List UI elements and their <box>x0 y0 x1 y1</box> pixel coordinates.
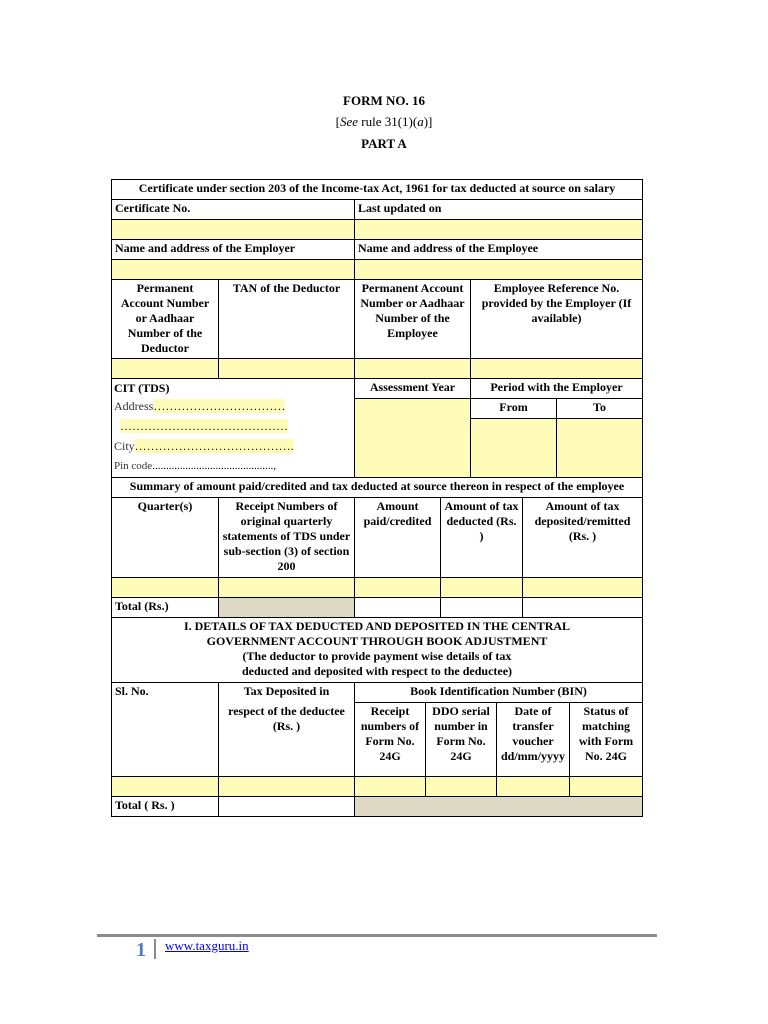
summary-total-deducted-field[interactable] <box>441 598 523 618</box>
part-title: PART A <box>361 136 407 151</box>
status-matching-field[interactable] <box>570 777 643 797</box>
rule-see: See <box>339 114 358 129</box>
date-transfer-field[interactable] <box>497 777 570 797</box>
part-a-table <box>111 179 643 478</box>
quarter-field[interactable] <box>112 578 219 598</box>
pin-dots[interactable]: ............................................, <box>152 460 276 472</box>
rule-close: )] <box>423 114 433 129</box>
tax-deposited-header: Tax Deposited in <box>219 683 355 703</box>
tan-deductor-field[interactable] <box>219 359 355 379</box>
pin-label: Pin code <box>114 460 153 472</box>
section-one-title-line3: (The deductor to provide payment wise details of tax <box>242 649 512 663</box>
pan-deductor-field[interactable] <box>112 359 219 379</box>
summary-title: Summary of amount paid/credited and tax deducted at source thereon in respect of the employee <box>112 478 643 498</box>
rule-reference <box>0 114 768 130</box>
assessment-year-field[interactable] <box>355 399 471 478</box>
city-dots[interactable]: …………………………………. <box>134 439 294 453</box>
rule-open: [ <box>335 114 340 129</box>
summary-total-receipt-cell <box>219 598 355 618</box>
section-one-title-line1: I. DETAILS OF TAX DEDUCTED AND DEPOSITED IN THE CENTRAL <box>183 619 571 633</box>
section-one-total-label: Total ( Rs. ) <box>112 797 219 817</box>
receipt-number-field[interactable] <box>219 578 355 598</box>
period-label: Period with the Employer <box>471 379 643 399</box>
pan-employee-field[interactable] <box>355 359 471 379</box>
employee-reference-field[interactable] <box>471 359 643 379</box>
status-matching-header: Status of matching with Form No. 24G <box>570 703 643 777</box>
page-number-divider <box>154 939 156 959</box>
address-line-2 <box>114 416 352 436</box>
date-transfer-header: Date of transfer voucher dd/mm/yyyy <box>497 703 570 777</box>
amount-deposited-field[interactable] <box>523 578 643 598</box>
to-field[interactable] <box>557 419 643 478</box>
receipt-numbers-header: Receipt Numbers of original quarterly statements of TDS under sub-section (3) of section 200 <box>219 498 355 578</box>
footer-link[interactable]: www.taxguru.in <box>165 938 249 953</box>
sl-no-header: Sl. No. <box>112 683 219 777</box>
quarters-header: Quarter(s) <box>112 498 219 578</box>
summary-table <box>111 477 643 618</box>
certificate-no-label: Certificate No. <box>112 200 355 220</box>
amount-deducted-header: Amount of tax deducted (Rs. ) <box>441 498 523 578</box>
bin-header: Book Identification Number (BIN) <box>355 683 643 703</box>
pin-line <box>114 456 352 476</box>
footer-divider <box>97 934 657 937</box>
receipt-24g-header: Receipt numbers of Form No. 24G <box>355 703 426 777</box>
receipt-24g-field[interactable] <box>355 777 426 797</box>
address-line <box>114 396 352 416</box>
certificate-no-field[interactable] <box>112 220 355 240</box>
amount-deducted-field[interactable] <box>441 578 523 598</box>
summary-total-paid-field[interactable] <box>355 598 441 618</box>
address-label: Address <box>114 399 154 413</box>
section-one-title-line4: deducted and deposited with respect to the deductee) <box>241 664 513 678</box>
city-label: City <box>114 439 135 453</box>
amount-deposited-header: Amount of tax deposited/remitted (Rs. ) <box>523 498 643 578</box>
address-dots[interactable]: …………………………… <box>153 399 286 413</box>
cit-tds-block <box>112 379 355 478</box>
employer-name-label: Name and address of the Employer <box>112 240 355 260</box>
employer-name-field[interactable] <box>112 260 355 280</box>
section-one-title <box>112 618 643 683</box>
to-label: To <box>557 399 643 419</box>
from-field[interactable] <box>471 419 557 478</box>
summary-total-label: Total (Rs.) <box>112 598 219 618</box>
employee-name-field[interactable] <box>355 260 643 280</box>
rule-a: a <box>417 114 424 129</box>
pan-deductor-label: Permanent Account Number or Aadhaar Number of the Deductor <box>112 280 219 359</box>
employee-reference-label: Employee Reference No. provided by the Employer (If available) <box>471 280 643 359</box>
ddo-serial-field[interactable] <box>426 777 497 797</box>
tax-deposited-header-2: respect of the deductee (Rs. ) <box>219 703 355 777</box>
form-number: FORM NO. 16 <box>343 93 425 108</box>
summary-total-deposited-field[interactable] <box>523 598 643 618</box>
certificate-title: Certificate under section 203 of the Income-tax Act, 1961 for tax deducted at source on salary <box>112 180 643 200</box>
ddo-serial-header: DDO serial number in Form No. 24G <box>426 703 497 777</box>
section-one-total-shaded <box>355 797 643 817</box>
section-one-total-field[interactable] <box>219 797 355 817</box>
section-one-title-line2: GOVERNMENT ACCOUNT THROUGH BOOK ADJUSTMENT <box>206 634 548 648</box>
book-adjustment-table <box>111 617 643 817</box>
cit-tds-label: CIT (TDS) <box>114 381 170 395</box>
last-updated-label: Last updated on <box>355 200 643 220</box>
amount-paid-field[interactable] <box>355 578 441 598</box>
from-label: From <box>471 399 557 419</box>
tan-deductor-label: TAN of the Deductor <box>219 280 355 359</box>
address-dots-2[interactable]: …………………………………… <box>120 419 288 433</box>
city-line <box>114 436 352 456</box>
pan-employee-label: Permanent Account Number or Aadhaar Number of the Employee <box>355 280 471 359</box>
sl-no-field[interactable] <box>112 777 219 797</box>
page-number: 1 <box>136 939 146 961</box>
amount-paid-header: Amount paid/credited <box>355 498 441 578</box>
assessment-year-label: Assessment Year <box>355 379 471 399</box>
employee-name-label: Name and address of the Employee <box>355 240 643 260</box>
last-updated-field[interactable] <box>355 220 643 240</box>
rule-mid: rule 31(1)( <box>358 114 418 129</box>
tax-deposited-field[interactable] <box>219 777 355 797</box>
